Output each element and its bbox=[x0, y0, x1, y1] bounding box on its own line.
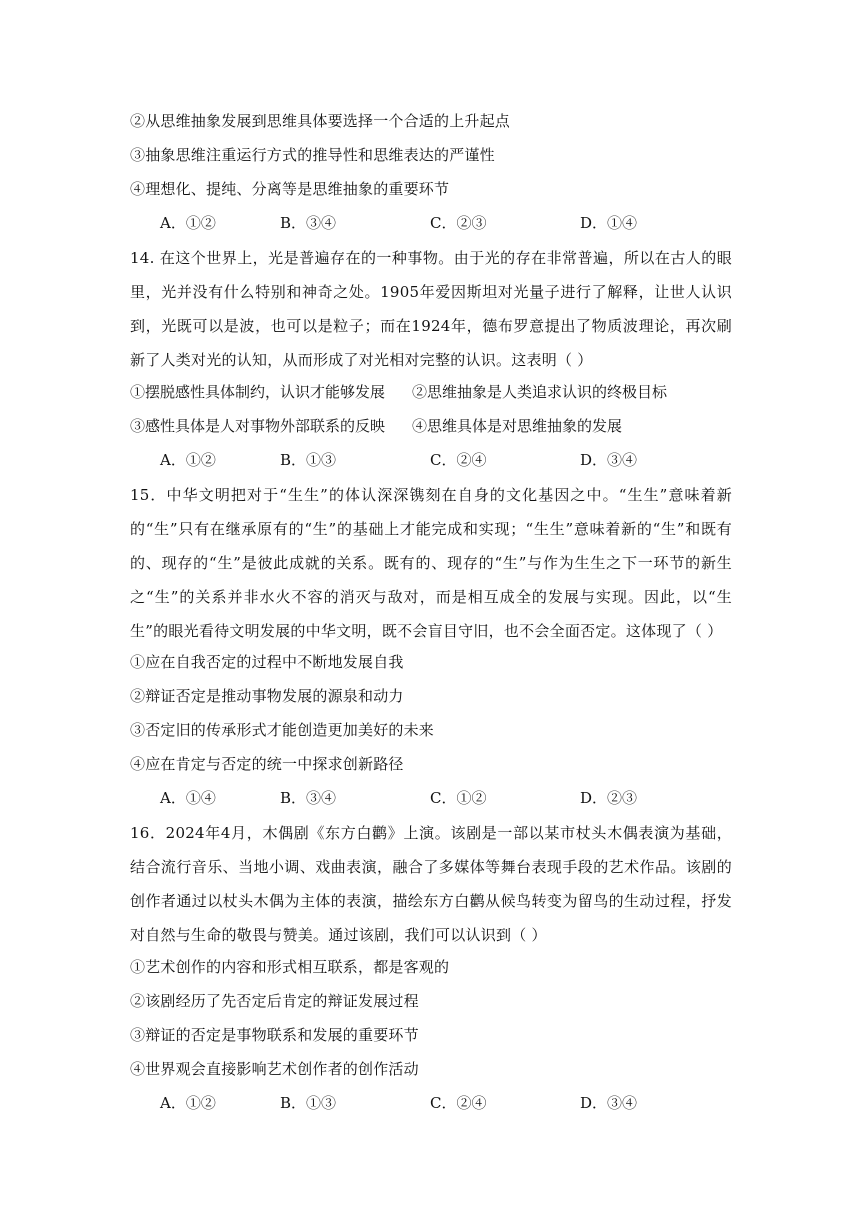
q14-option-d[interactable]: D．③④ bbox=[580, 451, 638, 469]
q16-statement-3: ③辩证的否定是事物联系和发展的重要环节 bbox=[130, 1026, 419, 1044]
q14-option-b[interactable]: B．①③ bbox=[280, 451, 337, 469]
q16-option-d[interactable]: D．③④ bbox=[580, 1094, 638, 1112]
q13-statement-4: ④理想化、提纯、分离等是思维抽象的重要环节 bbox=[130, 180, 450, 198]
q13-option-d[interactable]: D．①④ bbox=[580, 214, 638, 232]
q15-stem: 15．中华文明把对于“生生”的体认深深镌刻在自身的文化基因之中。“生生”意味着新的“生”只有在继承原有的“生”的基础上才能完成和实现；“生生”意味着新的“生”和既有的、现存的“生”是彼此成就的关系。既有的、现存的“生”与作为生生之下一环节的新生之“生”的关系并非水火不容的消灭与敌对，而是相互成全的发展与实现。因此，以“生生”的眼光看待文明发展的中华文明，既不会盲目守旧，也不会全面否定。这体现了（ ） bbox=[130, 486, 732, 640]
q13-statement-2: ②从思维抽象发展到思维具体要选择一个合适的上升起点 bbox=[130, 112, 511, 130]
q16-statement-4: ④世界观会直接影响艺术创作者的创作活动 bbox=[130, 1060, 419, 1078]
q13-options bbox=[160, 213, 720, 233]
q15-option-c[interactable]: C．①② bbox=[430, 789, 487, 807]
q16-option-a[interactable]: A．①② bbox=[160, 1094, 216, 1112]
q15-statement-4: ④应在肯定与否定的统一中探求创新路径 bbox=[130, 755, 404, 773]
q16-statement-1: ①艺术创作的内容和形式相互联系，都是客观的 bbox=[130, 958, 450, 976]
q14-option-c[interactable]: C．②④ bbox=[430, 451, 487, 469]
q14-statement-1: ①摆脱感性具体制约，认识才能够发展 bbox=[130, 383, 386, 401]
q16-option-c[interactable]: C．②④ bbox=[430, 1094, 487, 1112]
q15-statement-1: ①应在自我否定的过程中不断地发展自我 bbox=[130, 653, 404, 671]
q15-statement-2: ②辩证否定是推动事物发展的源泉和动力 bbox=[130, 687, 404, 705]
q13-option-c[interactable]: C．②③ bbox=[430, 214, 487, 232]
q14-statement-2: ②思维抽象是人类追求认识的终极目标 bbox=[412, 383, 668, 401]
q13-option-b[interactable]: B．③④ bbox=[280, 214, 337, 232]
q14-statements-row-2 bbox=[130, 416, 740, 436]
q13-option-a[interactable]: A．①② bbox=[160, 214, 216, 232]
q16-option-b[interactable]: B．①③ bbox=[280, 1094, 337, 1112]
q14-statements-row-1 bbox=[130, 382, 740, 402]
q13-statement-3: ③抽象思维注重运行方式的推导性和思维表达的严谨性 bbox=[130, 146, 495, 164]
q15-option-a[interactable]: A．①④ bbox=[160, 789, 216, 807]
q14-options bbox=[160, 450, 720, 470]
q15-statement-3: ③否定旧的传承形式才能创造更加美好的未来 bbox=[130, 721, 435, 739]
q14-stem: 14. 在这个世界上，光是普遍存在的一种事物。由于光的存在非常普遍，所以在古人的眼里，光并没有什么特别和神奇之处。1905年爱因斯坦对光量子进行了解释，让世人认识到，光既可以是波，也可以是粒子；而在1924年，德布罗意提出了物质波理论，再次刷新了人类对光的认知，从而形成了对光相对完整的认识。这表明（ ） bbox=[130, 249, 732, 369]
q15-options bbox=[160, 788, 720, 808]
q14-statement-4: ④思维具体是对思维抽象的发展 bbox=[412, 417, 623, 435]
q16-statement-2: ②该剧经历了先否定后肯定的辩证发展过程 bbox=[130, 992, 419, 1010]
q16-stem: 16．2024年4月，木偶剧《东方白鹳》上演。该剧是一部以某市杖头木偶表演为基础，结合流行音乐、当地小调、戏曲表演，融合了多媒体等舞台表现手段的艺术作品。该剧的创作者通过以杖头木偶为主体的表演，描绘东方白鹳从候鸟转变为留鸟的生动过程，抒发对自然与生命的敬畏与赞美。通过该剧，我们可以认识到（ ） bbox=[130, 824, 732, 944]
q15-option-b[interactable]: B．③④ bbox=[280, 789, 337, 807]
q14-statement-3: ③感性具体是人对事物外部联系的反映 bbox=[130, 417, 386, 435]
q16-options bbox=[160, 1093, 720, 1113]
q15-option-d[interactable]: D．②③ bbox=[580, 789, 638, 807]
q14-option-a[interactable]: A．①② bbox=[160, 451, 216, 469]
